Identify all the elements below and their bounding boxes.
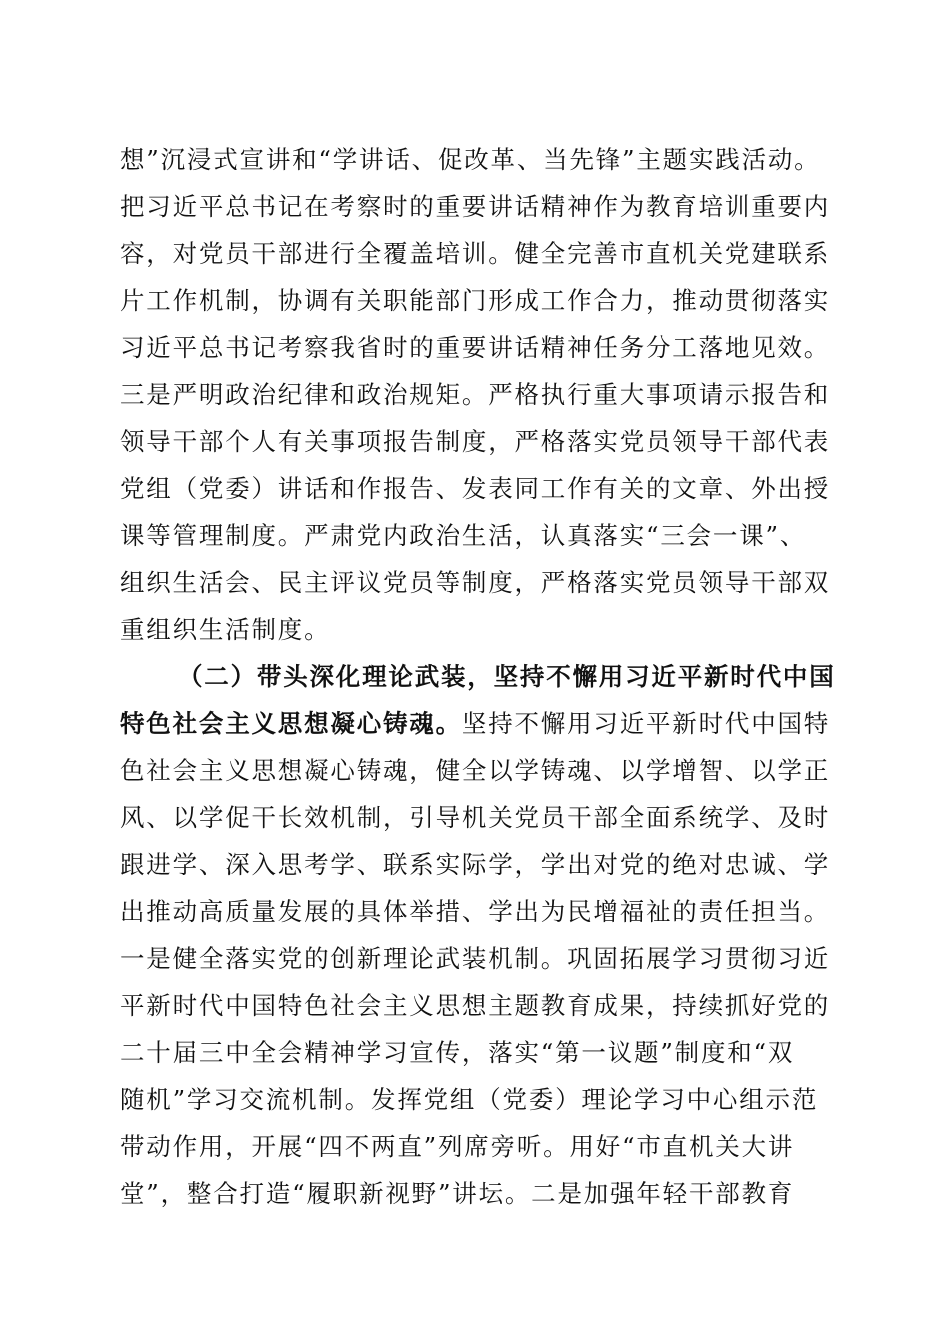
paragraph-line: 重组织生活制度。	[120, 615, 331, 644]
paragraph-line: 一是健全落实党的创新理论武装机制。巩固拓展学习贯彻习近	[120, 944, 831, 973]
paragraph-line: 领导干部个人有关事项报告制度，严格落实党员领导干部代表	[120, 427, 831, 456]
paragraph-line: 把习近平总书记在考察时的重要讲话精神作为教育培训重要内	[120, 192, 831, 221]
paragraph-line: 二十届三中全会精神学习宣传，落实“第一议题”制度和“双	[120, 1038, 795, 1067]
section-heading-bold: 特色社会主义思想凝心铸魂。	[120, 709, 462, 738]
paragraph-line: 课等管理制度。严肃党内政治生活，认真落实“三会一课”、	[120, 521, 807, 550]
section-heading: （二）带头深化理论武装，坚持不懈用习近平新时代中国	[178, 662, 836, 691]
paragraph-line: 容，对党员干部进行全覆盖培训。健全完善市直机关党建联系	[120, 239, 831, 268]
paragraph-line: 色社会主义思想凝心铸魂，健全以学铸魂、以学增智、以学正	[120, 756, 831, 785]
paragraph-line: 出推动高质量发展的具体举措、学出为民增福祉的责任担当。	[120, 897, 831, 926]
paragraph-line: 组织生活会、民主评议党员等制度，严格落实党员领导干部双	[120, 568, 831, 597]
paragraph-line: 平新时代中国特色社会主义思想主题教育成果，持续抓好党的	[120, 991, 831, 1020]
paragraph-line: 习近平总书记考察我省时的重要讲话精神任务分工落地见效。	[120, 333, 831, 362]
paragraph-line: 堂”，整合打造“履职新视野”讲坛。二是加强年轻干部教育	[120, 1179, 795, 1208]
paragraph-line: 随机”学习交流机制。发挥党组（党委）理论学习中心组示范	[120, 1085, 819, 1114]
paragraph-line: 党组（党委）讲话和作报告、发表同工作有关的文章、外出授	[120, 474, 831, 503]
paragraph-line: 跟进学、深入思考学、联系实际学，学出对党的绝对忠诚、学	[120, 850, 831, 879]
section-heading-continued	[120, 701, 840, 747]
paragraph-line: 想”沉浸式宣讲和“学讲话、促改革、当先锋”主题实践活动。	[120, 145, 821, 174]
paragraph-line: 带动作用，开展“四不两直”列席旁听。用好“市直机关大讲	[120, 1132, 795, 1161]
paragraph-line: 风、以学促干长效机制，引导机关党员干部全面系统学、及时	[120, 803, 831, 832]
paragraph-line: 三是严明政治纪律和政治规矩。严格执行重大事项请示报告和	[120, 380, 831, 409]
paragraph-line: 片工作机制，协调有关职能部门形成工作合力，推动贯彻落实	[120, 286, 831, 315]
section-body-start: 坚持不懈用习近平新时代中国特	[461, 709, 831, 738]
